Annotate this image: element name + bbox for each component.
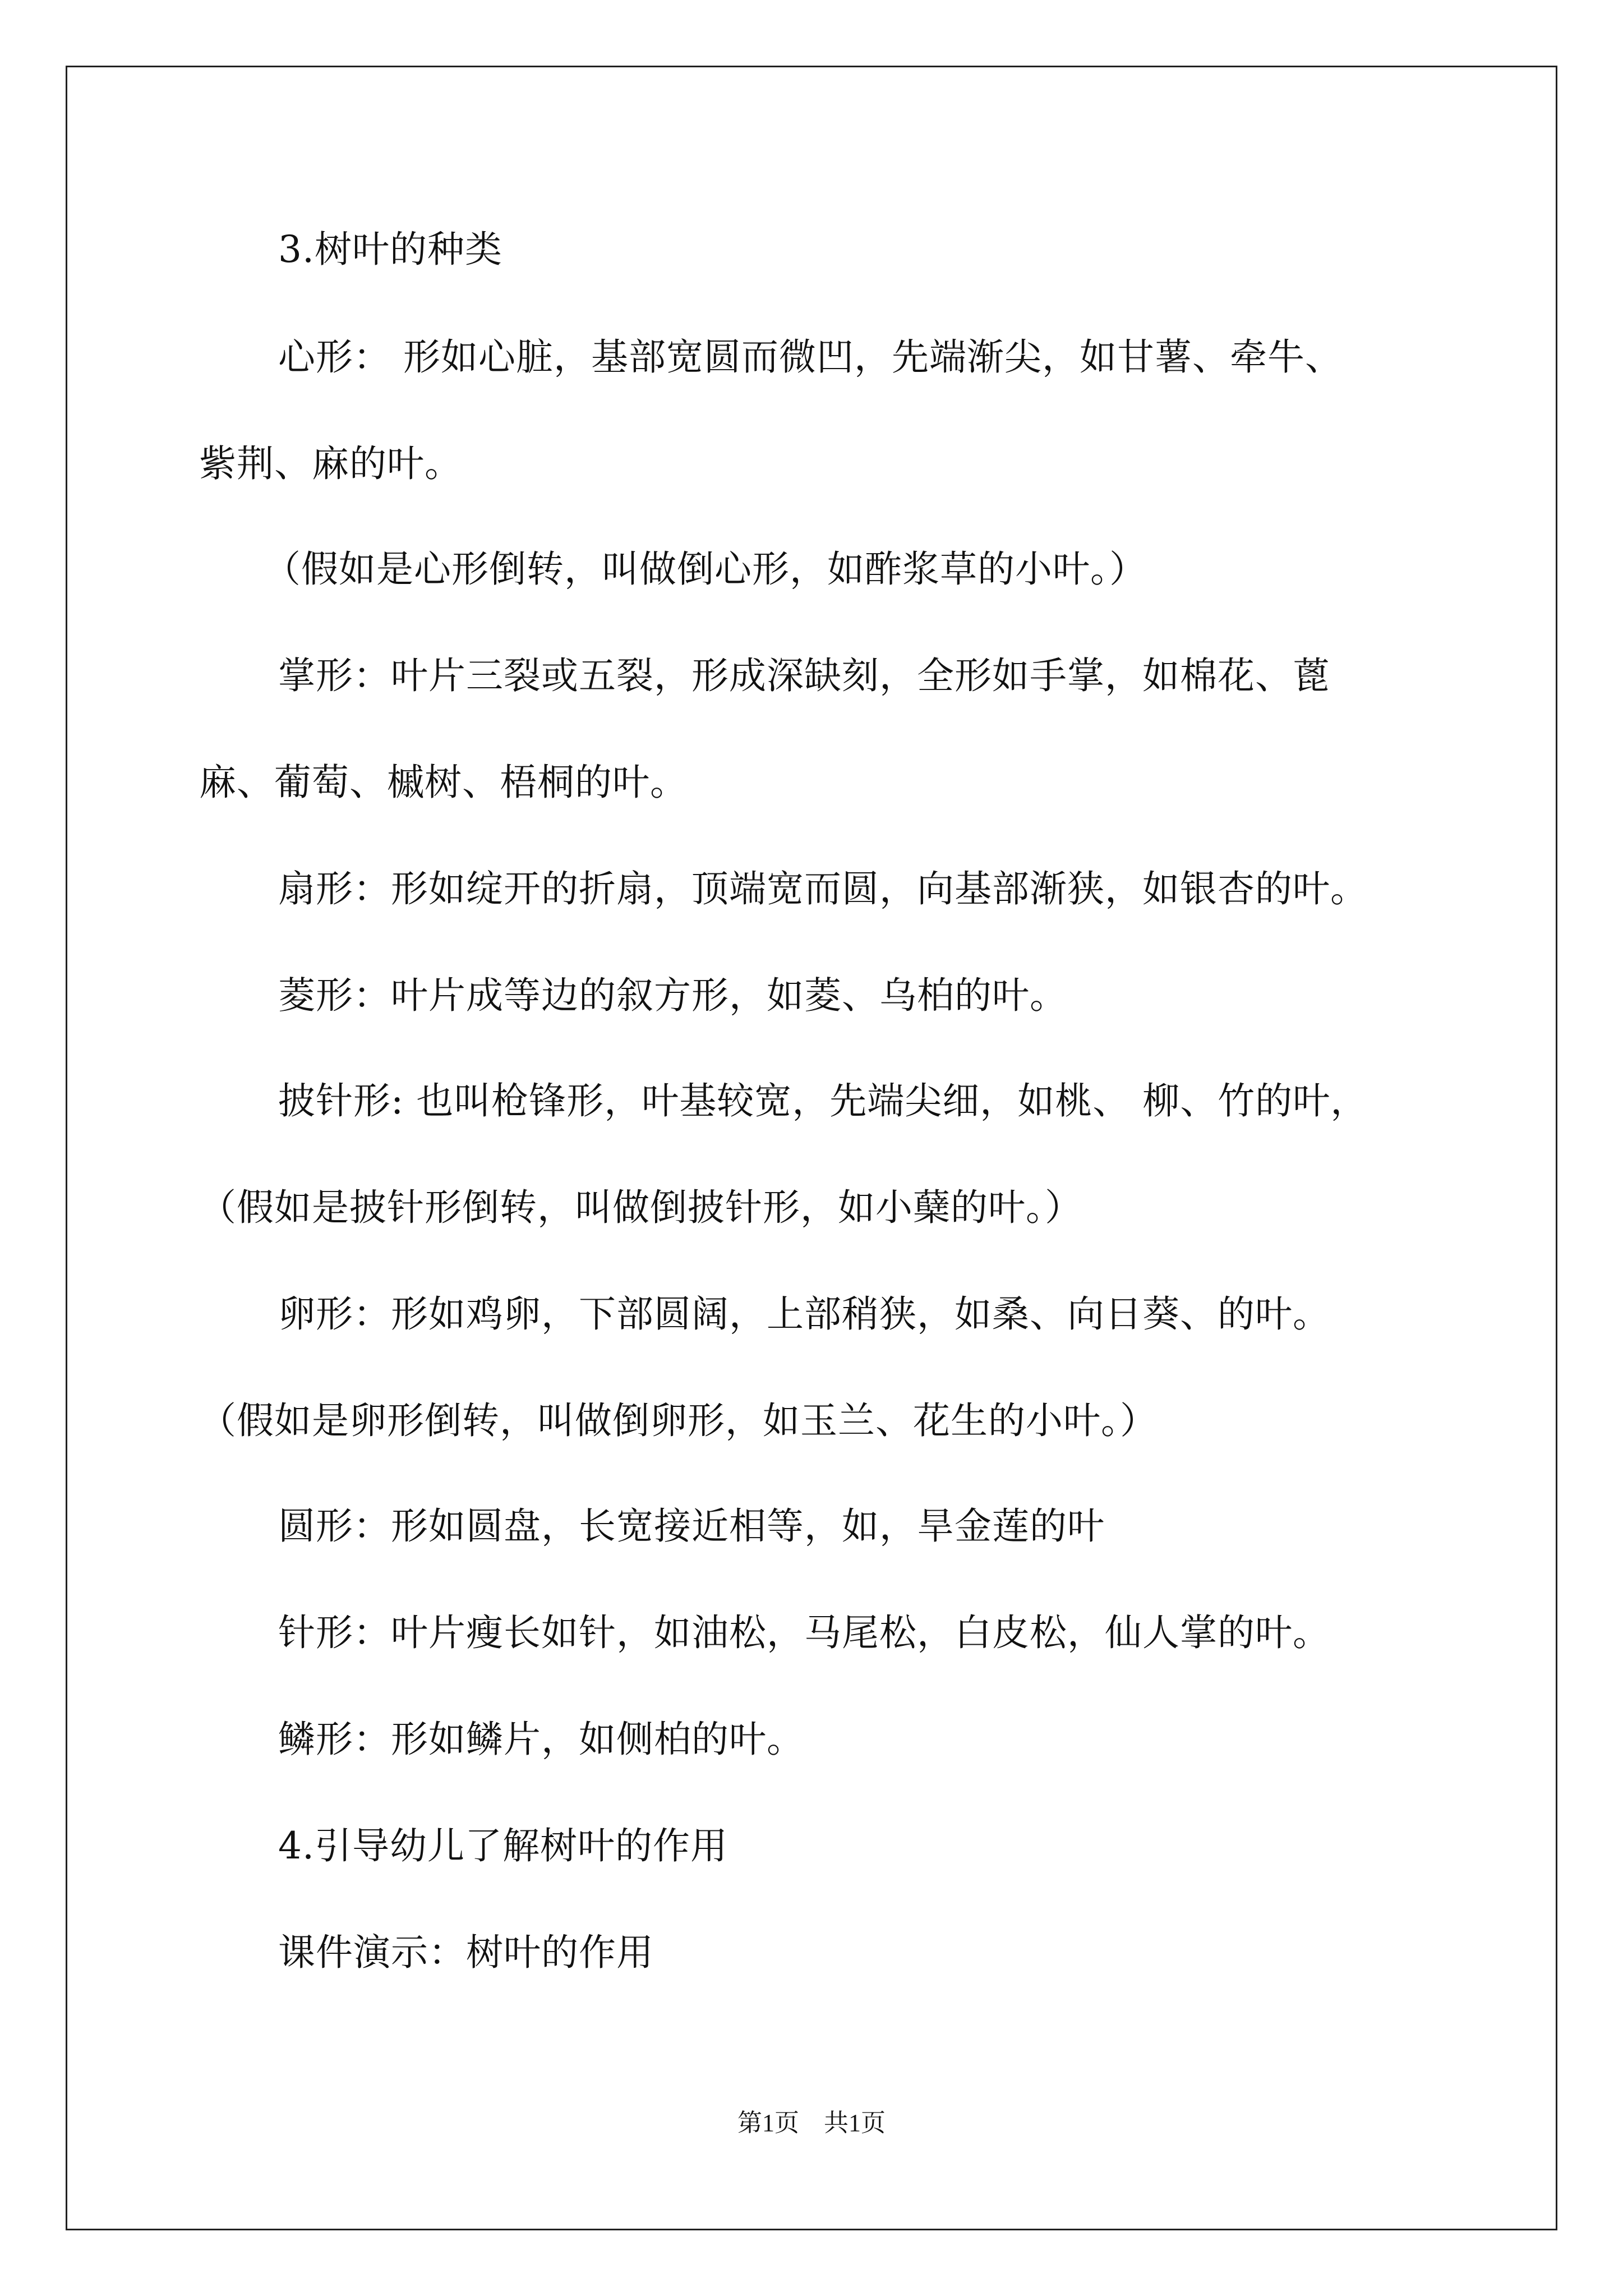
paragraph-palmate-cont: 麻、葡萄、槭树、梧桐的叶。 xyxy=(199,761,688,804)
section-heading-leaf-function: 4.引导幼儿了解树叶的作用 xyxy=(278,1824,728,1867)
paragraph-heart-shape: 心形： 形如心脏，基部宽圆而微凹，先端渐尖，如甘薯、牵牛、 xyxy=(278,335,1343,379)
paragraph-needle: 针形：叶片瘦长如针，如油松，马尾松，白皮松，仙人掌的叶。 xyxy=(278,1611,1330,1654)
paragraph-scale: 鳞形：形如鳞片，如侧柏的叶。 xyxy=(278,1718,804,1761)
paragraph-obovate: （假如是卵形倒转，叫做倒卵形，如玉兰、花生的小叶。） xyxy=(199,1399,1158,1442)
paragraph-courseware: 课件演示：树叶的作用 xyxy=(278,1931,654,1974)
page-footer: 第1页 共1页 xyxy=(737,2109,886,2137)
paragraph-rhombic: 菱形：叶片成等边的叙方形，如菱、乌柏的叶。 xyxy=(278,974,1067,1017)
paragraph-ovate: 卵形：形如鸡卵，下部圆阔，上部稍狭，如桑、向日葵、的叶。 xyxy=(278,1292,1330,1336)
paragraph-round: 圆形：形如圆盘，长宽接近相等，如，旱金莲的叶 xyxy=(278,1504,1105,1548)
section-heading-leaf-types: 3.树叶的种类 xyxy=(278,228,502,271)
paragraph-palmate: 掌形：叶片三裂或五裂，形成深缺刻，全形如手掌，如棉花、蓖 xyxy=(278,654,1330,697)
paragraph-oblanceolate: （假如是披针形倒转，叫做倒披针形，如小蘖的叶。） xyxy=(199,1186,1082,1229)
paragraph-obcordate: （假如是心形倒转，叫做倒心形，如酢浆草的小叶。） xyxy=(264,547,1147,591)
paragraph-lanceolate: 披针形: 也叫枪锋形，叶基较宽，先端尖细，如桃、 柳、竹的叶， xyxy=(278,1079,1368,1122)
paragraph-fan-shape: 扇形：形如绽开的折扇，顶端宽而圆，向基部渐狭，如银杏的叶。 xyxy=(278,867,1368,910)
paragraph-heart-shape-cont: 紫荆、麻的叶。 xyxy=(199,442,462,485)
